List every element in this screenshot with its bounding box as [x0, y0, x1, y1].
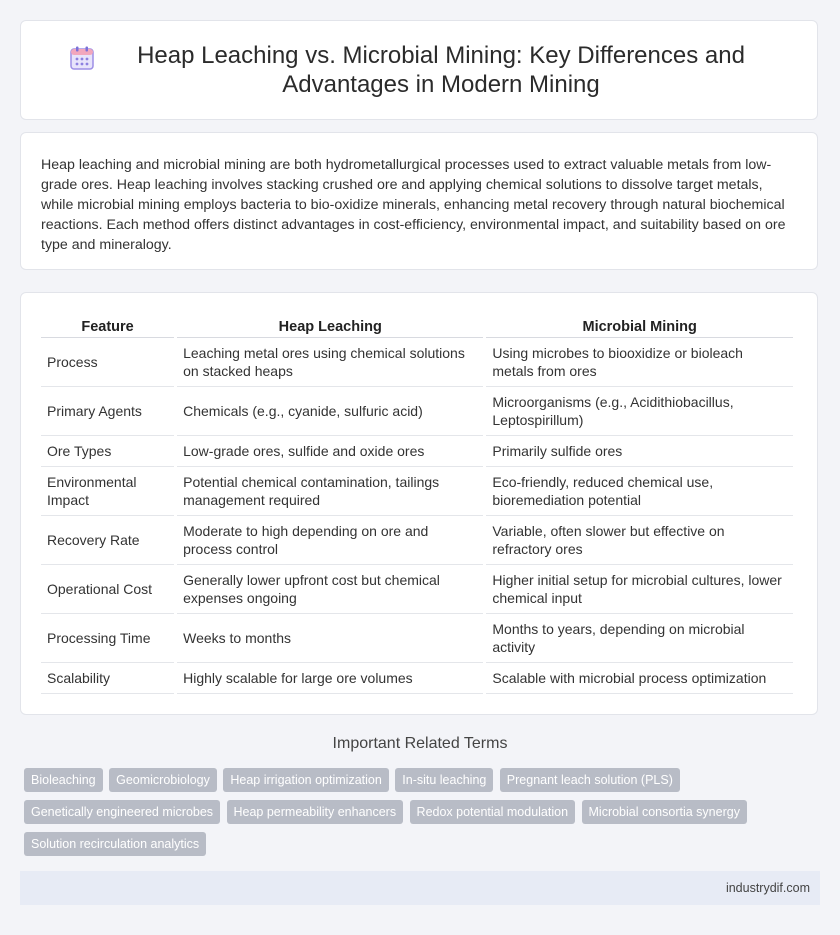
term-tag[interactable]: Genetically engineered microbes — [24, 800, 220, 824]
title-wrap — [69, 41, 769, 99]
header-feature: Feature — [41, 315, 174, 338]
microbial-cell: Higher initial setup for microbial cultures, lower chemical input — [486, 565, 793, 614]
term-tag[interactable]: Heap permeability enhancers — [227, 800, 404, 824]
heap-cell: Chemicals (e.g., cyanide, sulfuric acid) — [177, 387, 483, 436]
feature-cell: Processing Time — [41, 614, 174, 663]
microbial-cell: Scalable with microbial process optimization — [486, 663, 793, 694]
title-card — [20, 20, 818, 120]
microbial-cell: Microorganisms (e.g., Acidithiobacillus, Leptospirillum) — [486, 387, 793, 436]
term-tag[interactable]: In-situ leaching — [395, 768, 493, 792]
table-row — [41, 467, 793, 516]
table-row — [41, 614, 793, 663]
heap-cell: Weeks to months — [177, 614, 483, 663]
page-title: Heap Leaching vs. Microbial Mining: Key Differences and Advantages in Modern Mining — [137, 42, 745, 98]
heap-cell: Generally lower upfront cost but chemical expenses ongoing — [177, 565, 483, 614]
footer — [20, 871, 820, 905]
heap-cell: Low-grade ores, sulfide and oxide ores — [177, 436, 483, 467]
header-heap-leaching: Heap Leaching — [177, 315, 483, 338]
feature-cell: Environmental Impact — [41, 467, 174, 516]
microbial-cell: Using microbes to biooxidize or bioleach metals from ores — [486, 338, 793, 387]
term-tag[interactable]: Microbial consortia synergy — [582, 800, 747, 824]
feature-cell: Operational Cost — [41, 565, 174, 614]
feature-cell: Scalability — [41, 663, 174, 694]
microbial-cell: Variable, often slower but effective on refractory ores — [486, 516, 793, 565]
table-row — [41, 387, 793, 436]
comparison-card — [20, 292, 818, 715]
feature-cell: Primary Agents — [41, 387, 174, 436]
related-terms-tags — [24, 768, 824, 864]
microbial-cell: Months to years, depending on microbial activity — [486, 614, 793, 663]
footer-site[interactable]: industrydif.com — [725, 881, 810, 895]
heap-cell: Leaching metal ores using chemical solutions on stacked heaps — [177, 338, 483, 387]
term-tag[interactable]: Bioleaching — [24, 768, 103, 792]
related-terms-title: Important Related Terms — [332, 735, 508, 752]
term-tag[interactable]: Solution recirculation analytics — [24, 832, 206, 856]
feature-cell: Ore Types — [41, 436, 174, 467]
comparison-table — [38, 315, 796, 694]
table-row — [41, 338, 793, 387]
microbial-cell: Eco-friendly, reduced chemical use, bioremediation potential — [486, 467, 793, 516]
table-header-row — [41, 315, 793, 338]
header-microbial-mining: Microbial Mining — [486, 315, 793, 338]
term-tag[interactable]: Heap irrigation optimization — [223, 768, 388, 792]
feature-cell: Recovery Rate — [41, 516, 174, 565]
intro-paragraph: Heap leaching and microbial mining are both hydrometallurgical processes used to extract valuable metals from low-grade ores. Heap leaching involves stacking crushed ore and applying chemical solutions to dissolve target metals, while microbial mining employs bacteria to bio-oxidize minerals, enhancing metal recovery through natural biochemical reactions. Each method offers distinct advantages in cost-efficiency, environmental impact, and suitability based on ore type and mineralogy. — [41, 157, 786, 253]
table-row — [41, 436, 793, 467]
table-row — [41, 663, 793, 694]
heap-cell: Moderate to high depending on ore and process control — [177, 516, 483, 565]
table-row — [41, 565, 793, 614]
term-tag[interactable]: Redox potential modulation — [410, 800, 576, 824]
table-row — [41, 516, 793, 565]
intro-card — [20, 132, 818, 270]
heap-cell: Potential chemical contamination, tailings management required — [177, 467, 483, 516]
calendar-icon — [69, 45, 95, 71]
microbial-cell: Primarily sulfide ores — [486, 436, 793, 467]
feature-cell: Process — [41, 338, 174, 387]
term-tag[interactable]: Pregnant leach solution (PLS) — [500, 768, 680, 792]
term-tag[interactable]: Geomicrobiology — [109, 768, 217, 792]
heap-cell: Highly scalable for large ore volumes — [177, 663, 483, 694]
